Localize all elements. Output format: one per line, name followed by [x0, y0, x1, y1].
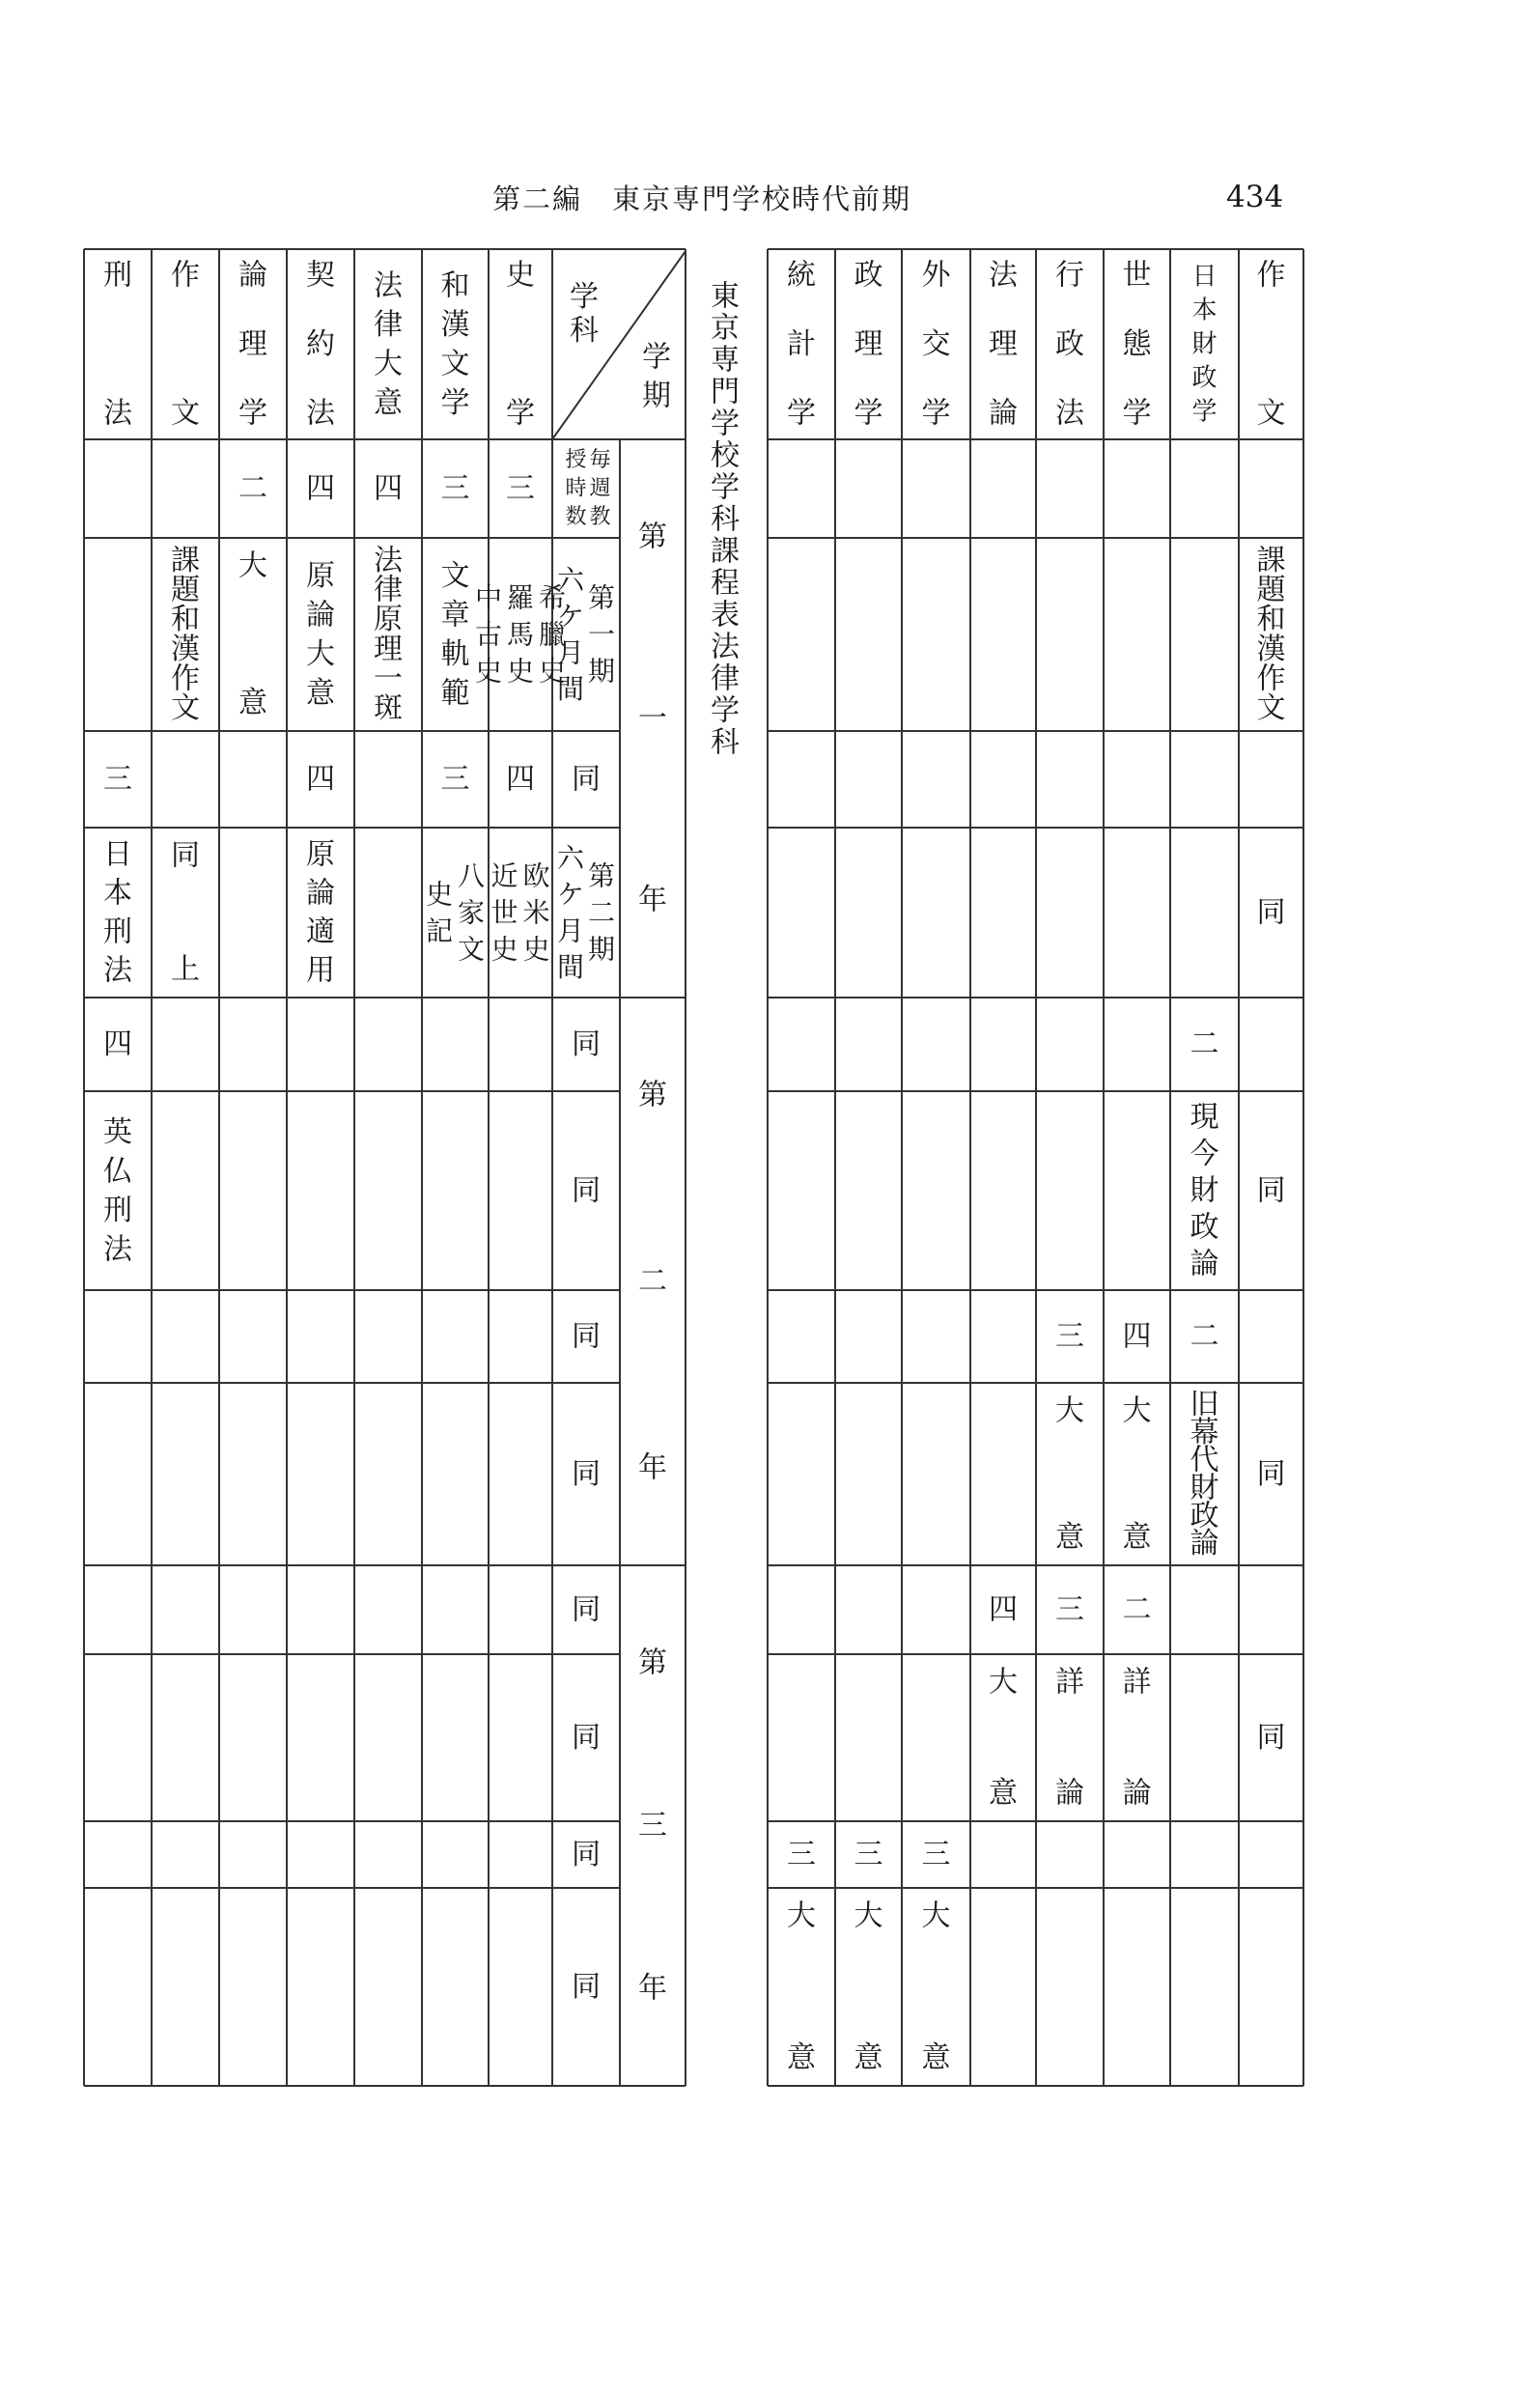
period-cell: 間: [556, 951, 585, 984]
table-cell: 三: [921, 1838, 951, 1871]
corner-terms-label: 期: [642, 379, 671, 413]
subject-header: 論: [989, 396, 1018, 431]
subject-header: 学: [787, 396, 816, 431]
subject-header: 論: [238, 258, 267, 293]
table-cell: 論: [306, 598, 335, 633]
period-cell: 六: [556, 841, 585, 874]
subject-header: 外: [921, 258, 951, 293]
year-label: 年: [638, 1971, 667, 2006]
table-cell: 代: [1190, 1443, 1219, 1477]
period-cell: 同: [572, 1173, 601, 1208]
table-cell: 史: [425, 878, 454, 911]
period-cell: 同: [572, 1592, 601, 1627]
table-cell: 財: [1190, 1173, 1219, 1208]
subject-header: 刑: [103, 258, 132, 293]
table-cell: 上: [171, 952, 200, 987]
table-cell: 史: [474, 655, 503, 688]
subject-header: 理: [989, 327, 1018, 361]
table-cell: 財: [1190, 1471, 1219, 1505]
table-cell: 家: [457, 896, 486, 929]
subject-header: 法: [306, 396, 335, 431]
table-cell: 幕: [1190, 1415, 1219, 1449]
table-cell: 刑: [103, 914, 132, 949]
table-cell: 政: [1190, 1499, 1219, 1533]
subject-header: 意: [374, 385, 403, 420]
table-cell: 法: [103, 1232, 132, 1267]
right-table: [768, 249, 1303, 2086]
table-cell: 大: [306, 636, 335, 671]
subject-header: 行: [1055, 258, 1084, 293]
table-cell: 大: [1055, 1393, 1084, 1428]
subject-header: 学: [1191, 397, 1218, 427]
table-cell: 用: [306, 953, 335, 988]
subject-header: 文: [171, 396, 200, 431]
subject-header: 計: [787, 327, 816, 361]
table-cell: 八: [457, 859, 486, 892]
table-cell: 四: [374, 471, 403, 506]
table-cell: 課: [1256, 543, 1286, 577]
table-cell: 原: [306, 837, 335, 872]
page-number: 434: [1226, 180, 1284, 214]
table-cell: 作: [1256, 661, 1286, 696]
table-cell: 一: [374, 661, 403, 696]
table-cell: 原: [306, 558, 335, 593]
table-cell: 論: [1190, 1527, 1219, 1561]
subject-header: 法: [374, 268, 403, 303]
year-label: 年: [638, 1450, 667, 1485]
year-label: 一: [638, 701, 667, 736]
subject-header: 作: [1256, 258, 1286, 293]
subject-header: 日: [1191, 262, 1218, 292]
hours-label: 数: [565, 505, 587, 530]
table-cell: 日: [103, 837, 132, 872]
table-cell: 意: [1055, 1520, 1084, 1555]
table-cell: 意: [787, 2040, 816, 2075]
subject-header: 理: [238, 327, 267, 361]
table-cell: 四: [989, 1592, 1018, 1627]
period-cell: 二: [587, 896, 616, 929]
subject-header: 和: [440, 268, 470, 303]
subject-header: 学: [854, 396, 883, 431]
running-header: 第二編 東京専門学校時代前期: [492, 183, 912, 215]
table-cell: 漢: [1256, 632, 1286, 666]
period-cell: 第: [587, 859, 616, 892]
period-cell: 六: [556, 563, 585, 596]
table-cell: 四: [506, 762, 535, 797]
table-cell: 軌: [440, 636, 470, 671]
period-cell: 一: [587, 618, 616, 651]
subject-header: 漢: [440, 307, 470, 342]
period-cell: 同: [572, 1027, 601, 1061]
table-cell: 意: [921, 2040, 951, 2075]
period-cell: 同: [572, 1838, 601, 1871]
table-cell: 斑: [374, 691, 403, 726]
period-cell: 期: [587, 933, 616, 966]
table-cell: 希: [538, 581, 567, 614]
table-cell: 律: [374, 573, 403, 607]
subject-header: 学: [506, 396, 535, 431]
table-cell: 論: [1055, 1776, 1084, 1811]
period-cell: 同: [572, 1457, 601, 1491]
table-cell: 本: [103, 876, 132, 911]
table-cell: 法: [103, 953, 132, 988]
table-cell: 題: [171, 573, 200, 607]
corner-subjects-label: 学: [570, 280, 599, 314]
table-cell: 三: [103, 762, 132, 797]
table-cell: 刑: [103, 1193, 132, 1227]
subject-header: 契: [306, 258, 335, 293]
table-cell: 大: [921, 1899, 951, 1933]
year-label: 第: [638, 520, 667, 554]
table-cell: 詳: [1055, 1665, 1084, 1700]
table-cell: 課: [171, 543, 200, 577]
table-cell: 意: [1122, 1520, 1152, 1555]
table-cell: 三: [787, 1838, 816, 1871]
table-cell: 二: [238, 471, 267, 506]
hours-label: 週: [589, 476, 611, 501]
table-cell: 羅: [506, 581, 535, 614]
subject-header: 学: [238, 396, 267, 431]
table-cell: 範: [440, 676, 470, 711]
table-cell: 二: [1190, 1319, 1219, 1354]
table-cell: 仏: [103, 1154, 132, 1189]
table-cell: 馬: [506, 618, 535, 651]
hours-label: 教: [589, 505, 611, 530]
period-cell: 同: [572, 1721, 601, 1755]
table-cell: 古: [474, 618, 503, 651]
table-cell: 意: [854, 2040, 883, 2075]
subject-header: 交: [921, 327, 951, 361]
table-cell: 和: [1256, 603, 1286, 637]
table-cell: 政: [1190, 1210, 1219, 1245]
table-cell: 二: [1122, 1592, 1152, 1627]
table-cell: 記: [425, 914, 454, 947]
period-cell: 同: [572, 762, 601, 797]
table-cell: 同: [1256, 1457, 1286, 1491]
table-cell: 史: [490, 933, 518, 966]
table-cell: 題: [1256, 573, 1286, 607]
table-cell: 論: [306, 876, 335, 911]
period-cell: 間: [556, 673, 585, 706]
subject-header: 態: [1122, 327, 1152, 361]
subject-header: 学: [1122, 396, 1152, 431]
year-label: 第: [638, 1078, 667, 1112]
subject-header: 統: [787, 258, 816, 293]
table-cell: 同: [1256, 1721, 1286, 1755]
table-cell: 三: [854, 1838, 883, 1871]
hours-label: 授: [565, 447, 587, 472]
period-cell: 同: [572, 1319, 601, 1354]
subject-header: 作: [171, 258, 200, 293]
subject-header: 文: [1256, 396, 1286, 431]
period-cell: 同: [572, 1970, 601, 2004]
table-cell: 意: [989, 1776, 1018, 1811]
hours-label: 時: [565, 476, 587, 501]
subject-header: 約: [306, 327, 335, 361]
table-cell: 四: [306, 762, 335, 797]
table-cell: 大: [1122, 1393, 1152, 1428]
table-cell: 史: [538, 655, 567, 688]
subject-header: 大: [374, 347, 403, 381]
table-cell: 大: [787, 1899, 816, 1933]
table-cell: 同: [1256, 1173, 1286, 1208]
period-cell: 月: [556, 914, 585, 947]
table-cell: 理: [374, 632, 403, 666]
table-cell: 今: [1190, 1137, 1219, 1171]
table-cell: 史: [522, 933, 550, 966]
subject-header: 世: [1122, 258, 1152, 293]
table-cell: 三: [440, 762, 470, 797]
table-cell: 文: [1256, 691, 1286, 726]
table-cell: 世: [490, 896, 518, 929]
table-cell: 近: [490, 859, 518, 892]
table-cell: 中: [474, 581, 503, 614]
hours-label: 毎: [589, 447, 611, 472]
table-cell: 大: [854, 1899, 883, 1933]
table-cell: 三: [1055, 1319, 1084, 1354]
table-cell: 文: [457, 933, 486, 966]
subject-header: 法: [989, 258, 1018, 293]
subject-header: 本: [1191, 295, 1218, 325]
table-cell: 論: [1190, 1247, 1219, 1281]
table-cell: 同: [171, 838, 200, 873]
table-cell: 漢: [171, 632, 200, 666]
subject-header: 政: [1055, 327, 1084, 361]
table-cell: 法: [374, 543, 403, 577]
period-cell: ケ: [556, 600, 585, 633]
table-cell: 章: [440, 598, 470, 633]
period-cell: 期: [587, 655, 616, 688]
corner-terms-label: 学: [642, 340, 671, 375]
subject-header: 財: [1191, 329, 1218, 359]
table-cell: 原: [374, 603, 403, 637]
table-cell: 意: [306, 676, 335, 711]
table-cell: 臘: [538, 618, 567, 651]
left-table: [84, 249, 686, 2086]
table-cell: 旧: [1190, 1387, 1219, 1421]
table-cell: 四: [103, 1027, 132, 1061]
period-cell: 月: [556, 636, 585, 669]
table-cell: 大: [238, 549, 267, 583]
table-cell: 詳: [1122, 1665, 1152, 1700]
table-cell: 大: [989, 1665, 1018, 1700]
table-cell: 二: [1190, 1027, 1219, 1061]
subject-header: 学: [921, 396, 951, 431]
subject-header: 理: [854, 327, 883, 361]
period-cell: 第: [587, 581, 616, 614]
subject-header: 文: [440, 347, 470, 381]
table-cell: 文: [171, 691, 200, 726]
subject-header: 史: [506, 258, 535, 293]
table-cell: 同: [1256, 895, 1286, 930]
table-cell: 三: [1055, 1592, 1084, 1627]
table-cell: 適: [306, 914, 335, 949]
subject-header: 律: [374, 307, 403, 342]
year-label: 第: [638, 1646, 667, 1680]
table-cell: 三: [440, 471, 470, 506]
table-cell: 論: [1122, 1776, 1152, 1811]
corner-subjects-label: 科: [570, 314, 599, 348]
table-cell: 四: [306, 471, 335, 506]
subject-header: 法: [103, 396, 132, 431]
subject-header: 法: [1055, 396, 1084, 431]
table-cell: 三: [506, 471, 535, 506]
year-label: 二: [638, 1264, 667, 1299]
subject-header: 政: [854, 258, 883, 293]
table-cell: 欧: [522, 859, 550, 892]
table-caption: 東京専門学校学科課程表法律学科: [705, 280, 739, 758]
subject-header: 政: [1191, 363, 1218, 393]
table-cell: 和: [171, 603, 200, 637]
subject-header: 学: [440, 385, 470, 420]
table-cell: 作: [171, 661, 200, 696]
table-cell: 文: [440, 558, 470, 593]
year-label: 年: [638, 883, 667, 917]
year-label: 三: [638, 1809, 667, 1842]
table-cell: 四: [1122, 1319, 1152, 1354]
table-cell: 意: [238, 686, 267, 720]
period-cell: ケ: [556, 878, 585, 911]
table-cell: 米: [522, 896, 550, 929]
table-cell: 史: [506, 655, 535, 688]
table-cell: 現: [1190, 1100, 1219, 1135]
table-cell: 英: [103, 1114, 132, 1149]
